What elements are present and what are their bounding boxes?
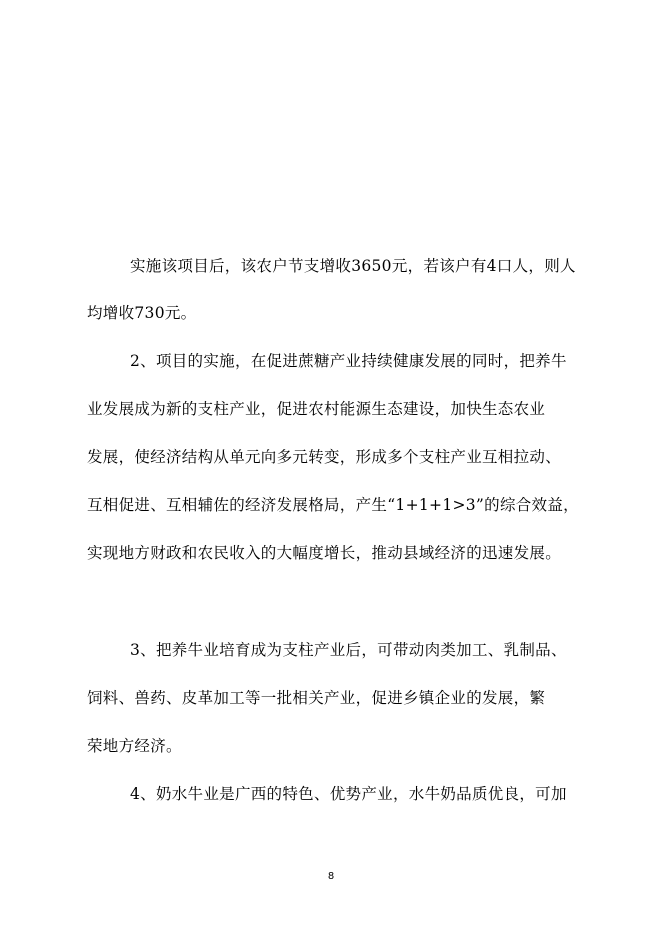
paragraph-3-line-1: 3、把养牛业培育成为支柱产业后，可带动肉类加工、乳制品、: [130, 641, 567, 659]
paragraph-3-line-2: 饲料、兽药、皮革加工等一批相关产业，促进乡镇企业的发展，繁: [87, 689, 546, 707]
paragraph-2-line-3: 发展，使经济结构从单元向多元转变，形成多个支柱产业互相拉动、: [87, 448, 562, 466]
page-number: 8: [327, 871, 335, 882]
paragraph-1-line-2: 均增收730元。: [87, 304, 197, 322]
paragraph-2-line-5: 实现地方财政和农民收入的大幅度增长，推动县域经济的迅速发展。: [87, 544, 562, 562]
paragraph-1-line-1: 实施该项目后，该农户节支增收3650元，若该户有4口人，则人: [130, 257, 576, 275]
paragraph-2-line-1: 2、项目的实施，在促进蔗糖产业持续健康发展的同时，把养牛: [130, 352, 567, 370]
paragraph-4-line-1: 4、奶水牛业是广西的特色、优势产业，水牛奶品质优良，可加: [130, 785, 567, 803]
paragraph-2-line-4: 互相促进、互相辅佐的经济发展格局，产生“1+1+1>3”的综合效益，: [87, 496, 579, 514]
paragraph-2-line-2: 业发展成为新的支柱产业，促进农村能源生态建设，加快生态农业: [87, 400, 546, 418]
paragraph-3-line-3: 荣地方经济。: [87, 737, 182, 755]
